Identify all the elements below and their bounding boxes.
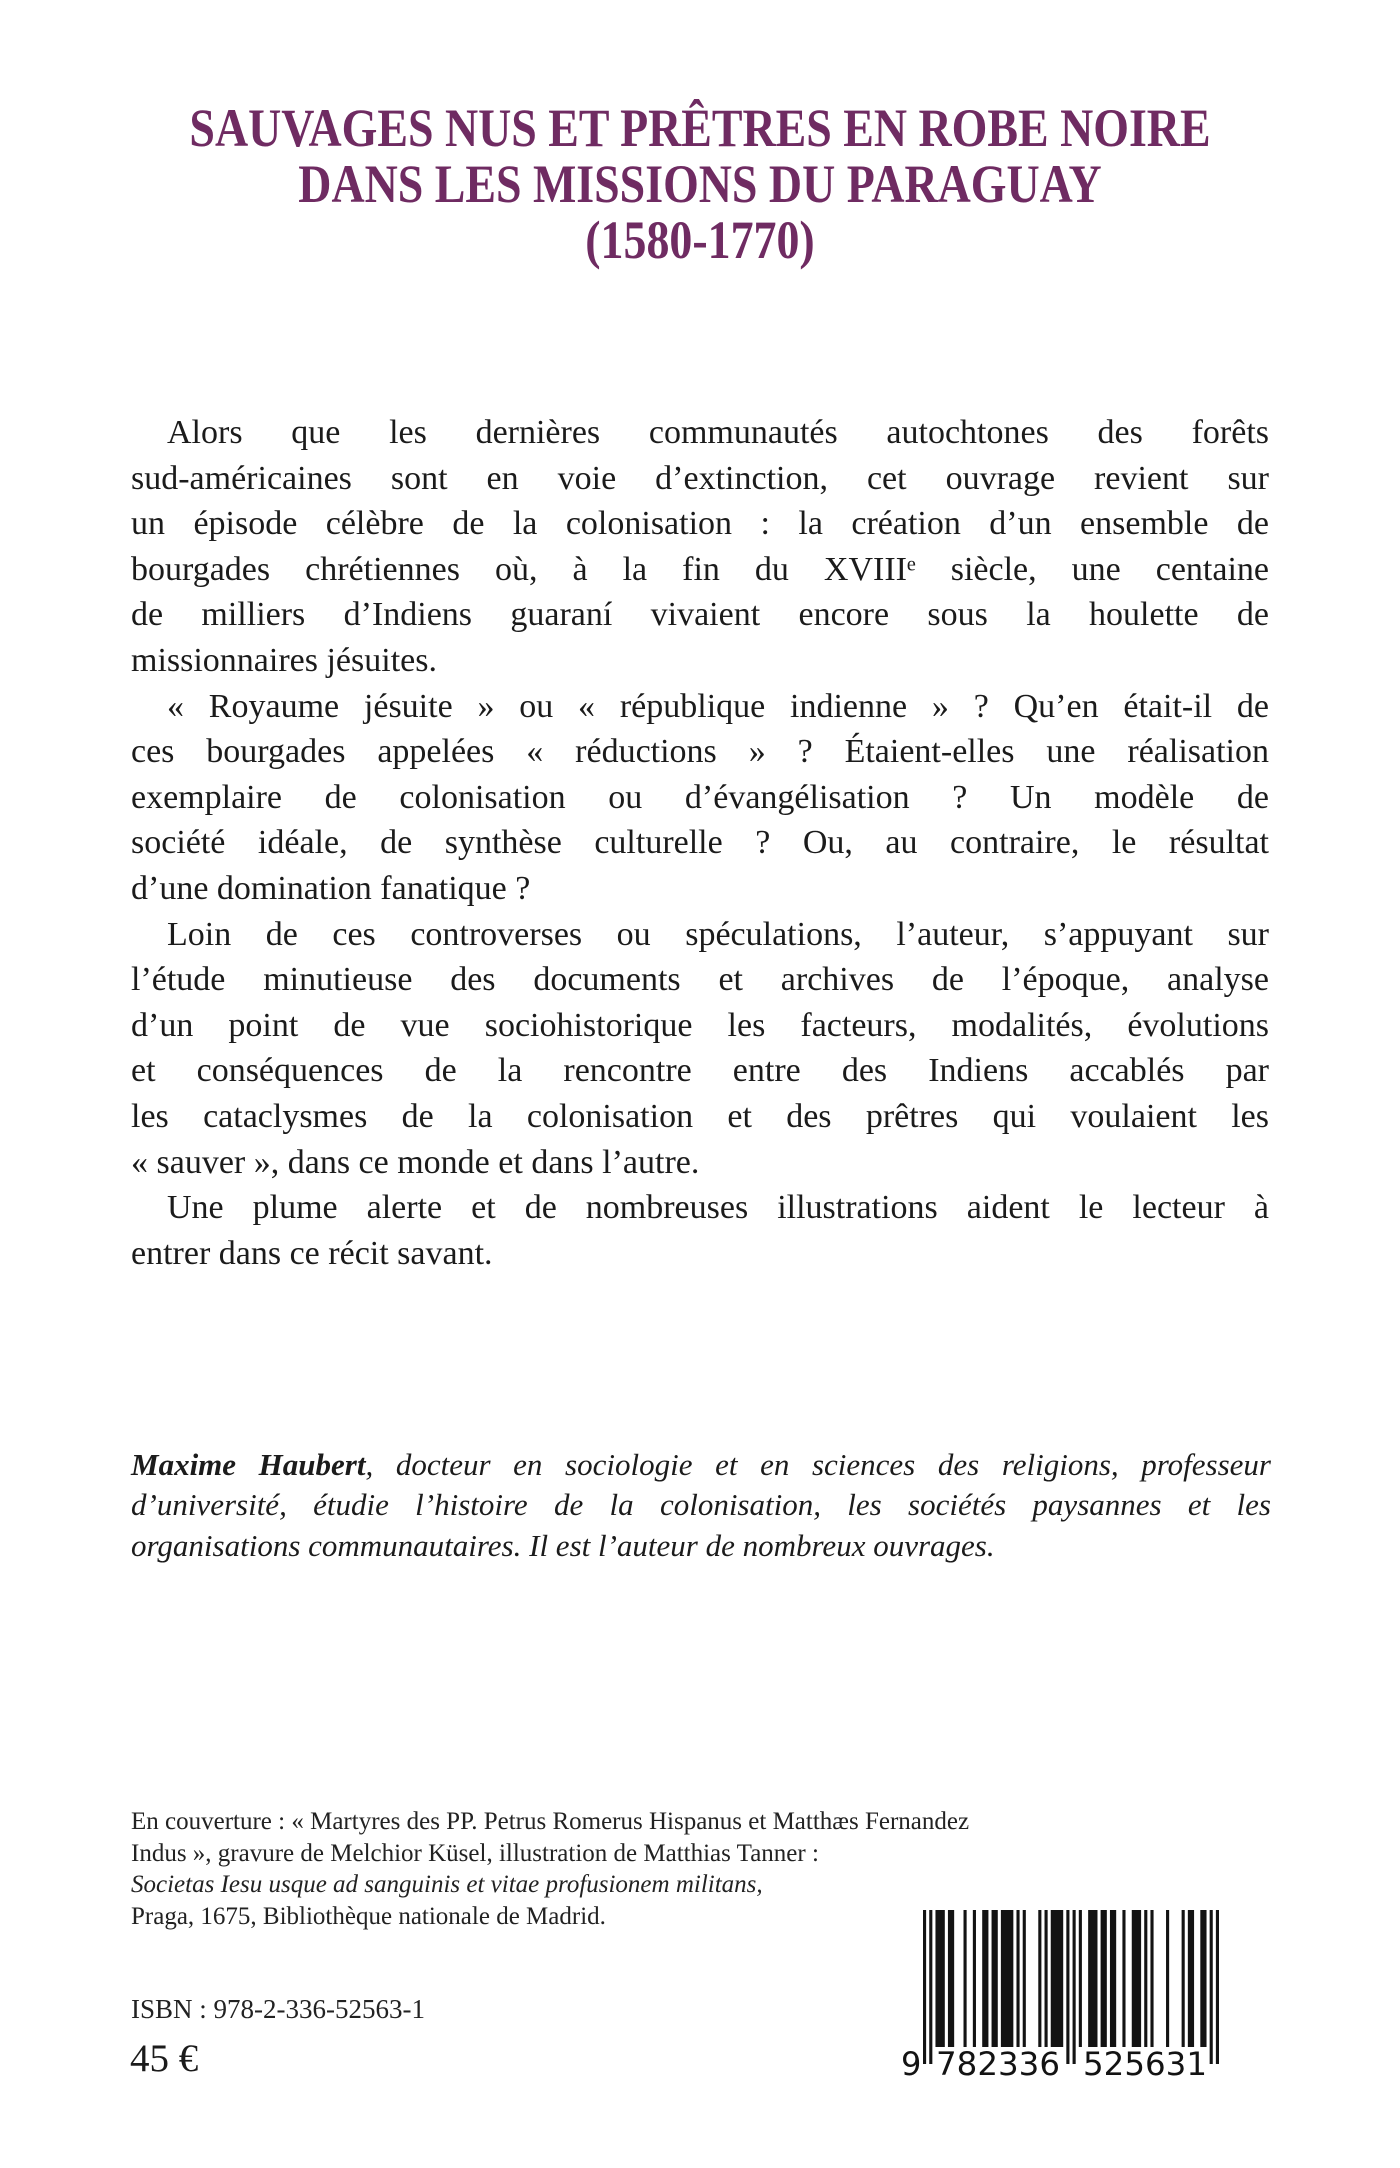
synopsis-line: Une plume alerte et de nombreuses illustrations aident le lecteur à [167, 1189, 1269, 1227]
synopsis [131, 410, 1269, 1276]
author-bio-line: organisations communautaires. Il est l’auteur de nombreux ouvrages. [131, 1527, 995, 1563]
synopsis-line: les cataclysmes de la colonisation et des prêtres qui voulaient les [131, 1097, 1269, 1135]
isbn-text: ISBN : 978-2-336-52563-1 [131, 1994, 425, 2024]
synopsis-line: sud-américaines sont en voie d’extinction, cet ouvrage revient sur [131, 459, 1269, 497]
book-title-line-2: DANS LES MISSIONS DU PARAGUAY [298, 154, 1102, 214]
synopsis-line: d’une domination fanatique ? [131, 869, 531, 907]
synopsis-line: d’un point de vue sociohistorique les facteurs, modalités, évolutions [131, 1006, 1269, 1044]
barcode-bars [923, 1910, 1219, 2064]
synopsis-line: et conséquences de la rencontre entre des Indiens accablés par [131, 1052, 1269, 1090]
price-text: 45 € [130, 2037, 199, 2080]
synopsis-line: de milliers d’Indiens guaraní vivaient encore sous la houlette de [131, 596, 1269, 634]
synopsis-line: l’étude minutieuse des documents et archives de l’époque, analyse [131, 961, 1269, 999]
author-bio [131, 1445, 1271, 1566]
synopsis-line: Alors que les dernières communautés autochtones des forêts [167, 414, 1269, 451]
synopsis-paragraph [131, 912, 1269, 1186]
synopsis-paragraph [131, 684, 1269, 912]
book-title [0, 100, 1400, 268]
author-name: Maxime Haubert [131, 1447, 366, 1482]
author-bio-text: , docteur en sociologie et en sciences des religions, professeur [365, 1447, 1271, 1482]
synopsis-line: « sauver », dans ce monde et dans l’autre. [131, 1143, 700, 1181]
barcode-digits-left: 782336 [936, 2045, 1060, 2078]
synopsis-line: exemplaire de colonisation ou d’évangélisation ? Un modèle de [131, 778, 1269, 816]
synopsis-line: « Royaume jésuite » ou « république indienne » ? Qu’en était-il de [167, 687, 1269, 725]
cover-credit-line-1: En couverture : « Martyres des PP. Petrus Romerus Hispanus et Matthæs Fernandez [131, 1808, 970, 1835]
cover-credit-line-4: Praga, 1675, Bibliothèque nationale de Madrid. [131, 1902, 606, 1930]
synopsis-line: Loin de ces controverses ou spéculations, l’auteur, s’appuyant sur [167, 915, 1269, 953]
book-title-line-3: (1580-1770) [585, 210, 815, 270]
cover-credit-line-3: Societas Iesu usque ad sanguinis et vitae profusionem militans, [131, 1871, 763, 1899]
synopsis-paragraph [131, 1185, 1269, 1276]
ean13-barcode [887, 1910, 1221, 2078]
author-bio-line: d’université, étudie l’histoire de la colonisation, les sociétés paysannes et les [131, 1487, 1271, 1523]
synopsis-paragraph [131, 410, 1269, 684]
cover-credit-line-2: Indus », gravure de Melchior Küsel, illustration de Matthias Tanner : [131, 1839, 819, 1867]
barcode-digits-right: 525631 [1083, 2045, 1207, 2078]
synopsis-line: bourgades chrétiennes où, à la fin du XVIIIᵉ siècle, une centaine [131, 550, 1269, 588]
synopsis-line: un épisode célèbre de la colonisation : la création d’un ensemble de [131, 505, 1269, 543]
author-bio-line [131, 1445, 1271, 1485]
book-title-line-1: SAUVAGES NUS ET PRÊTRES EN ROBE NOIRE [189, 98, 1211, 158]
synopsis-line: société idéale, de synthèse culturelle ? Ou, au contraire, le résultat [131, 824, 1269, 862]
barcode-digit-first: 9 [901, 2045, 922, 2078]
synopsis-line: ces bourgades appelées « réductions » ? Étaient-elles une réalisation [131, 733, 1269, 771]
synopsis-line: missionnaires jésuites. [131, 641, 437, 679]
synopsis-line: entrer dans ce récit savant. [131, 1234, 493, 1272]
